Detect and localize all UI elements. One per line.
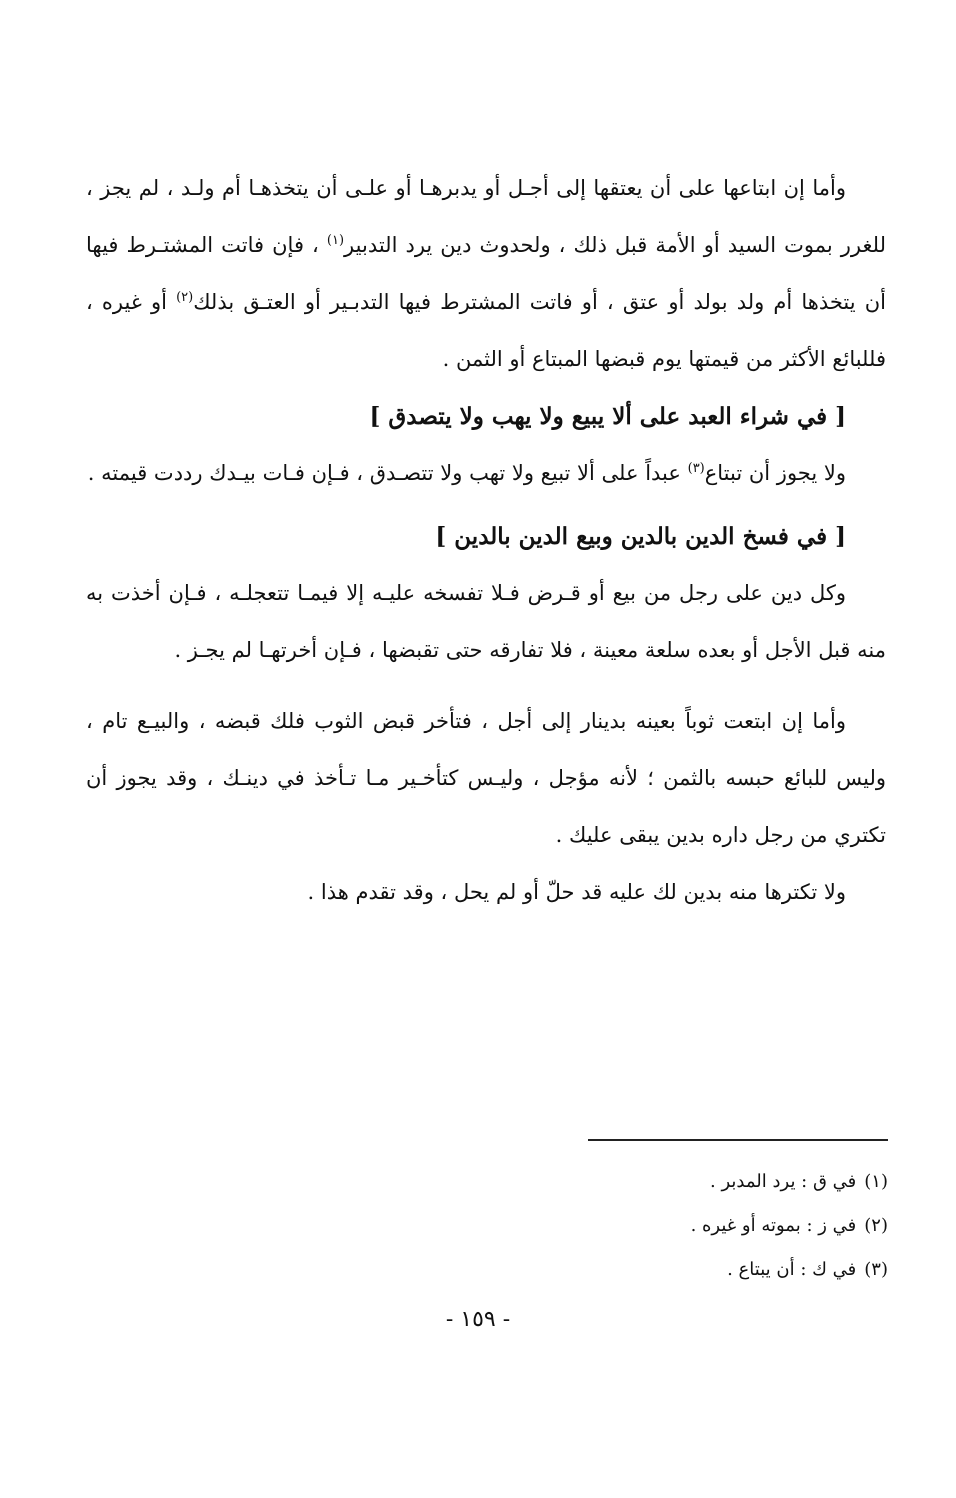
footnote-2 [500,1204,888,1248]
footnote-text: في ق : يرد المدبر . [710,1171,857,1192]
main-text [86,160,886,921]
page-number: - ١٥٩ - [445,1307,511,1332]
section-heading-1: [ في شراء العبد على ألا يبيع ولا يهب ولا يتصدق ] [369,403,846,430]
footnote-ref-2: (٢) [176,290,194,305]
footnote-text: في ز : بموته أو غيره . [690,1215,857,1236]
paragraph-2 [86,445,886,502]
paragraph-1-part-a: وأما إن ابتاعها على أن يعتقها إلى أجـل أو يدبرهـا أو علـى أن يتخذهـا أم ولـد ، لم يجز ، للغرر بموت السيد أو الأمة قبل ذلك ، ولحدوث دين يرد التدبير [86,176,886,257]
footnote-ref-1: (١) [326,233,345,248]
footnote-1 [500,1160,888,1204]
paragraph-1-part-b: ، فإن فاتت المشتـرط فيها أن يتخذها أم ولد بولد أو عتق ، أو فاتت المشترط فيها التدبـير أو العتـق بذلك [86,233,887,314]
footnote-ref-3: (٣) [687,461,705,476]
footnote-number: (١) [864,1171,888,1192]
paragraph-3: وكل دين على رجل من بيع أو قـرض فـلا تفسخه عليـه إلا فيمـا تتعجلـه ، فـإن أخذت به منه قبل الأجل أو بعده سلعة معينة ، فلا تفارقه حتى تقبضها ، فـإن أخرتهـا لم يجـز . [86,581,886,662]
paragraph-2-part-a: ولا يجوز أن تبتاع [704,461,846,485]
section-heading-2: [ في فسخ الدين بالدين وبيع الدين بالدين ] [435,523,846,550]
paragraph-1-part-c: أو غيره ، فللبائع الأكثر من قيمتها يوم قبضها المبتاع أو الثمن . [86,290,886,371]
footnote-divider [588,1139,888,1141]
footnotes [500,1160,888,1292]
footnote-number: (٢) [864,1215,888,1236]
footnote-text: في ك : أن يبتاع . [727,1259,857,1280]
footnote-number: (٣) [864,1259,888,1280]
paragraph-5: ولا تكترها منه بدين لك عليه قد حلّ أو لم يحل ، وقد تقدم هذا . [307,880,846,904]
paragraph-4: وأما إن ابتعت ثوباً بعينه بدينار إلى أجل ، فتأخر قبض الثوب فلك قبضه ، والبيـع تام ، وليس للبائع حبسه بالثمن ؛ لأنه مؤجل ، وليـس كتأخـير مـا تـأخذ في دينـك ، وقد يجوز أن تكتري من رجل داره بدين يبقى عليك . [86,709,886,847]
footnote-3 [500,1248,888,1292]
paragraph-2-part-b: عبداً على ألا تبيع ولا تهب ولا تتصـدق ، فـإن فـات بيـدك رددت قيمته . [87,461,688,485]
paragraph-1 [86,160,886,388]
